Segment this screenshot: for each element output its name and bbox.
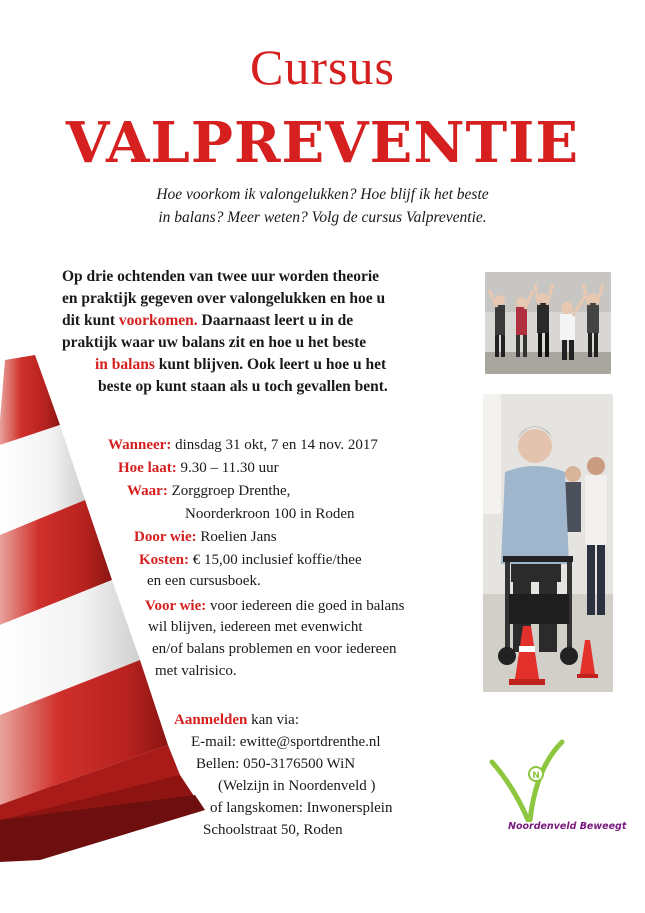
subtitle-line: Hoe voorkom ik valongelukken? Hoe blijf ik het beste	[156, 186, 489, 203]
detail-label: Wanneer:	[108, 437, 172, 453]
detail-value: dinsdag 31 okt, 7 en 14 nov. 2017	[171, 437, 378, 453]
detail-label: Hoe laat:	[118, 460, 177, 476]
detail-value: € 15,00 inclusief koffie/thee	[189, 552, 362, 568]
intro-line: praktijk waar uw balans zit en hoe u het beste	[62, 334, 367, 351]
subtitle	[0, 183, 645, 229]
group-exercise-photo	[485, 272, 611, 374]
signup-visit: of langskomen: Inwonersplein	[210, 800, 393, 816]
signup-address: Schoolstraat 50, Roden	[203, 822, 343, 838]
signup-heading	[174, 709, 299, 731]
detail-for-line2: wil blijven, iedereen met evenwicht	[148, 619, 363, 635]
walker-exercise-photo	[483, 394, 613, 692]
detail-cost-line2: en een cursusboek.	[147, 573, 261, 589]
intro-highlight: voorkomen.	[118, 312, 198, 329]
intro-line: Op drie ochtenden van twee uur worden theorie	[62, 268, 380, 285]
logo-text: Noordenveld Beweegt	[508, 821, 627, 832]
detail-value: Roelien Jans	[196, 529, 277, 545]
noordenveld-beweegt-logo	[478, 732, 588, 822]
detail-label: Door wie:	[134, 529, 197, 545]
signup-email[interactable]: E-mail: ewitte@sportdrenthe.nl	[191, 734, 381, 750]
detail-for-line4: met valrisico.	[155, 663, 237, 679]
detail-value: 9.30 – 11.30 uur	[176, 460, 279, 476]
signup-label: Aanmelden	[174, 712, 248, 728]
intro-line	[62, 310, 482, 332]
intro-line: beste op kunt staan als u toch gevallen bent.	[98, 378, 388, 395]
signup-label-post: kan via:	[247, 712, 299, 728]
detail-value: Zorggroep Drenthe,	[167, 483, 291, 499]
detail-where-line2: Noorderkroon 100 in Roden	[185, 506, 355, 522]
intro-line: en praktijk gegeven over valongelukken en hoe u	[62, 290, 386, 307]
intro-text: kunt blijven. Ook leert u hoe u het	[154, 356, 387, 373]
title-valpreventie: VALPREVENTIE	[65, 110, 580, 176]
detail-when	[108, 435, 378, 455]
intro-paragraph	[62, 266, 482, 398]
detail-label: Voor wie:	[145, 598, 207, 614]
title-cursus: Cursus	[250, 39, 395, 95]
signup-welzijn: (Welzijn in Noordenveld )	[218, 778, 376, 794]
svg-text:N: N	[532, 771, 540, 781]
intro-text: dit kunt	[62, 312, 119, 329]
intro-highlight: in balans	[95, 356, 155, 373]
detail-for-line3: en/of balans problemen en voor iedereen	[152, 641, 397, 657]
detail-where	[127, 481, 290, 501]
detail-cost	[139, 550, 362, 570]
detail-who	[134, 527, 277, 547]
detail-value: voor iedereen die goed in balans	[206, 598, 405, 614]
detail-label: Waar:	[127, 483, 168, 499]
detail-for	[145, 596, 405, 616]
subtitle-line: in balans? Meer weten? Volg de cursus Valpreventie.	[158, 209, 487, 226]
signup-phone[interactable]: Bellen: 050-3176500 WiN	[196, 756, 356, 772]
detail-label: Kosten:	[139, 552, 189, 568]
detail-time	[118, 458, 279, 478]
intro-text: Daarnaast leert u in de	[197, 312, 354, 329]
intro-line	[62, 354, 482, 376]
